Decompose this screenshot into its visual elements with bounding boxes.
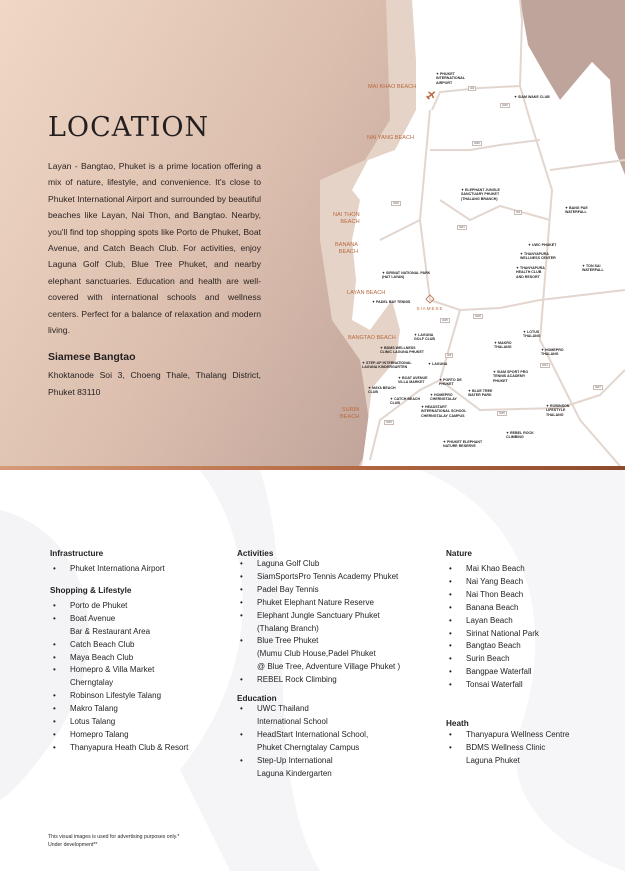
road-number: 4025 — [393, 202, 399, 205]
list-item: • Tonsai Waterfall — [446, 679, 569, 692]
list-item: • Step-Up International Laguna Kindergarten — [237, 755, 400, 781]
list-item: • Banana Beach — [446, 602, 569, 615]
diamond-marker-icon: ✦ — [421, 405, 426, 409]
footnote-line: Under development** — [48, 842, 98, 848]
list-item: • BDMS Wellness Clinic Laguna Phuket — [446, 742, 569, 768]
poi: ✦ PADEL BAY TENNIS — [372, 300, 411, 304]
list-item: • UWC Thailand International School — [237, 703, 400, 729]
list-item: • Laguna Golf Club — [237, 558, 400, 571]
list-item: • REBEL Rock Climbing — [237, 674, 400, 687]
list-item: • Mai Khao Beach — [446, 563, 569, 576]
diamond-marker-icon: ✦ — [493, 370, 498, 374]
project-address: Khoktanode Soi 3, Choeng Thale, Thalang District, Phuket 83110 — [48, 370, 261, 397]
poi-airport: ✦ PHUKET INTERNATIONAL AIRPORT — [436, 72, 466, 85]
diamond-marker-icon: ✦ — [514, 95, 519, 99]
column-right — [446, 549, 569, 778]
diamond-marker-icon: ✦ — [461, 188, 466, 192]
list-item: • Thanyapura Heath Club & Resort — [50, 742, 188, 755]
list-item: • Nai Thon Beach — [446, 589, 569, 602]
beach-label: NAI YANG BEACH — [367, 135, 415, 141]
diamond-marker-icon: ✦ — [494, 341, 499, 345]
poi-label: PHUKET INTERNATIONAL AIRPORT — [436, 72, 466, 85]
poi: ✦ PORTO DE PHUKET — [439, 378, 462, 387]
road-number: 4025 — [499, 412, 505, 415]
road-number: 4031 — [459, 226, 465, 229]
road-number: 402 — [447, 354, 452, 357]
poi: ✦ SIAM WAKE CLUB — [514, 95, 550, 99]
poi: ✦ PHUKET ELEPHANT NATURE RESERVE — [443, 440, 483, 449]
list-item: • Phuket Elephant Nature Reserve — [237, 597, 400, 610]
list-item: • Sirinat National Park — [446, 628, 569, 641]
poi: ✦ UWC PHUKET — [528, 243, 557, 247]
list-item: • Catch Beach Club — [50, 639, 188, 652]
activities-list — [237, 558, 400, 687]
diamond-marker-icon: ✦ — [428, 362, 433, 366]
diamond-marker-icon: ✦ — [468, 389, 473, 393]
list-item: • Lotus Talang — [50, 716, 188, 729]
road-number: 4031 — [542, 364, 548, 367]
poi: ✦ ROBINSON LIFESTYLE THALANG — [546, 404, 570, 417]
poi: ✦ BDMS WELLNESS CLINIC LAGUNA PHUKET — [380, 346, 424, 355]
list-item: • Bangtao Beach — [446, 640, 569, 653]
list-item: • HeadStart International School, Phuket Cherngtalay Campus — [237, 729, 400, 755]
health-list — [446, 729, 569, 768]
diamond-marker-icon: ✦ — [362, 361, 367, 365]
road-number: 402 — [470, 87, 475, 90]
list-item: • Padel Bay Tennis — [237, 584, 400, 597]
list-item: • Robinson Lifestyle Talang — [50, 690, 188, 703]
diamond-marker-icon: ✦ — [582, 264, 587, 268]
poi: ✦ HOMEPRO THALANG — [541, 348, 564, 357]
poi: ✦ SIRINAT NATIONAL PARK (HAT LAYAN) — [382, 271, 431, 280]
beach-label: SURIN BEACH — [340, 407, 360, 420]
poi: ✦ BLUE TREE WATER PARK — [468, 389, 493, 398]
column-middle — [237, 549, 400, 791]
poi: ✦ LAGUNA GOLF CLUB — [414, 333, 435, 342]
poi: ✦ REBEL ROCK CLIMBING — [506, 431, 534, 440]
road-number: 402 — [516, 211, 521, 214]
diamond-marker-icon: ✦ — [520, 252, 525, 256]
poi: ✦ HOMEPRO CHERNGTALAY — [430, 393, 457, 402]
list-item: • Boat Avenue Bar & Restaurant Area — [50, 613, 188, 639]
list-item: • Nai Yang Beach — [446, 576, 569, 589]
list-item: • Maya Beach Club — [50, 652, 188, 665]
poi: ✦ BOAT AVENUE VILLA MARKET — [398, 376, 428, 385]
beach-label: BANGTAO BEACH — [348, 335, 396, 341]
diamond-marker-icon: ✦ — [541, 348, 546, 352]
poi: ✦ THANYAPURA WELLNESS CENTER — [520, 252, 556, 261]
list-item: • Porto de Phuket — [50, 600, 188, 613]
diamond-marker-icon: ✦ — [565, 206, 570, 210]
section-title: Nature — [446, 549, 472, 558]
list-item: • Homepro & Villa Market Cherngtalay — [50, 664, 188, 690]
list-item: • Surin Beach — [446, 653, 569, 666]
section-title: Infrastructure — [50, 549, 104, 558]
project-name: Siamese Bangtao — [48, 351, 136, 364]
intro-paragraph: Layan - Bangtao, Phuket is a prime location offering a mix of nature, lifestyle, and convenience. It's close to Phuket International Airport and surrounded by beautiful beaches like Layan, Nai Thon, and Bangtao. Nearby, you'll find top shopping spots like Porto de Phuket, Boat Avenue, and Catch Beach Club. For activities, enjoy Laguna Golf Club, Blue Tree Phuket, and nearby elephant sanctuaries. Education and health are well-covered with international schools and wellness centers. Perfect for a balance of relaxation and modern living. — [48, 161, 261, 336]
diamond-marker-icon: ✦ — [368, 386, 373, 390]
diamond-marker-icon: ✦ — [528, 243, 533, 247]
footnote-line: This visual images is used for advertising purposes only.* — [48, 834, 180, 840]
beach-label: LAYAN BEACH — [347, 290, 386, 296]
poi: ✦ BANG PAE WATERFALL — [565, 206, 588, 215]
education-list — [237, 703, 400, 780]
road-number: 4025 — [442, 319, 448, 322]
diamond-marker-icon: ✦ — [516, 266, 521, 270]
diamond-marker-icon: ✦ — [398, 376, 403, 380]
diamond-marker-icon: ✦ — [380, 346, 385, 350]
column-left — [50, 549, 188, 765]
list-item: • Makro Talang — [50, 703, 188, 716]
poi: ✦ TON SAI WATERFALL — [582, 264, 604, 273]
road-number: 4030 — [474, 142, 480, 145]
diamond-marker-icon: ✦ — [390, 397, 395, 401]
section-title: Activities — [237, 549, 274, 558]
diamond-marker-icon: ✦ — [523, 330, 528, 334]
poi: ✦ ELEPHANT JUNGLE SANCTUARY PHUKET (THALANG BRANCH) — [461, 188, 500, 201]
poi: ✦ CATCH BEACH CLUB — [390, 397, 421, 406]
poi: ✦ MAKRO THALANG — [494, 341, 512, 350]
diamond-marker-icon: ✦ — [443, 440, 448, 444]
footnote — [48, 833, 179, 849]
poi: ✦ SIAM SPORT PRO TENNIS ACADEMY PHUKET — [493, 370, 529, 383]
list-item: • Layan Beach — [446, 615, 569, 628]
poi: ✦ LAGUNA — [428, 362, 448, 366]
diamond-marker-icon: ✦ — [414, 333, 419, 337]
infrastructure-list — [50, 563, 188, 576]
list-item: • Phuket Internationa Airport — [50, 563, 188, 576]
list-item: • Elephant Jungle Sanctuary Phuket (Thalang Branch) — [237, 610, 400, 636]
diamond-marker-icon: ✦ — [506, 431, 511, 435]
section-title: Heath — [446, 719, 469, 729]
diamond-marker-icon: ✦ — [546, 404, 551, 408]
shopping-list — [50, 600, 188, 755]
diamond-marker-icon: ✦ — [382, 271, 387, 275]
poi: ✦ LOTUS THALANG — [523, 330, 541, 339]
poi: ✦ STEP-UP INTERNATIONAL LAGUNA KINDERGARTEN — [362, 361, 412, 370]
diamond-marker-icon: ✦ — [372, 300, 377, 304]
page-title: LOCATION — [48, 112, 210, 143]
diamond-marker-icon: ✦ — [439, 378, 444, 382]
road-number: 4026 — [502, 104, 508, 107]
beach-label: NAI THON BEACH — [333, 212, 360, 225]
beach-label: BANANA BEACH — [335, 242, 359, 255]
nature-list — [446, 563, 569, 692]
diamond-marker-icon: ✦ — [430, 393, 435, 397]
poi: ✦ THANYAPURA HEALTH CLUB AND RESORT — [516, 266, 545, 279]
poi: ✦ MAYA BEACH CLUB — [368, 386, 396, 395]
intro-block — [48, 158, 261, 400]
list-item: • Blue Tree Phuket (Mumu Club House,Padel Phuket @ Blue Tree, Adventure Village Phuket ) — [237, 635, 400, 674]
road-number: 4027 — [595, 386, 601, 389]
list-item: • Homepro Talang — [50, 729, 188, 742]
road-number: 4025 — [386, 421, 392, 424]
list-item: • Thanyapura Wellness Centre — [446, 729, 569, 742]
section-title: Education — [237, 694, 277, 704]
poi: ✦ HEADSTART INTERNATIONAL SCHOOL CHERNGTALAY CAMPUS — [421, 405, 467, 418]
list-item: • SiamSportsPro Tennis Academy Phuket — [237, 571, 400, 584]
road-number: 4030 — [475, 315, 481, 318]
beach-label: MAI KHAO BEACH — [368, 84, 417, 90]
logo-text: SIAMESE — [416, 306, 444, 311]
list-item: • Bangpae Waterfall — [446, 666, 569, 679]
section-title: Shopping & Lifestyle — [50, 585, 132, 595]
